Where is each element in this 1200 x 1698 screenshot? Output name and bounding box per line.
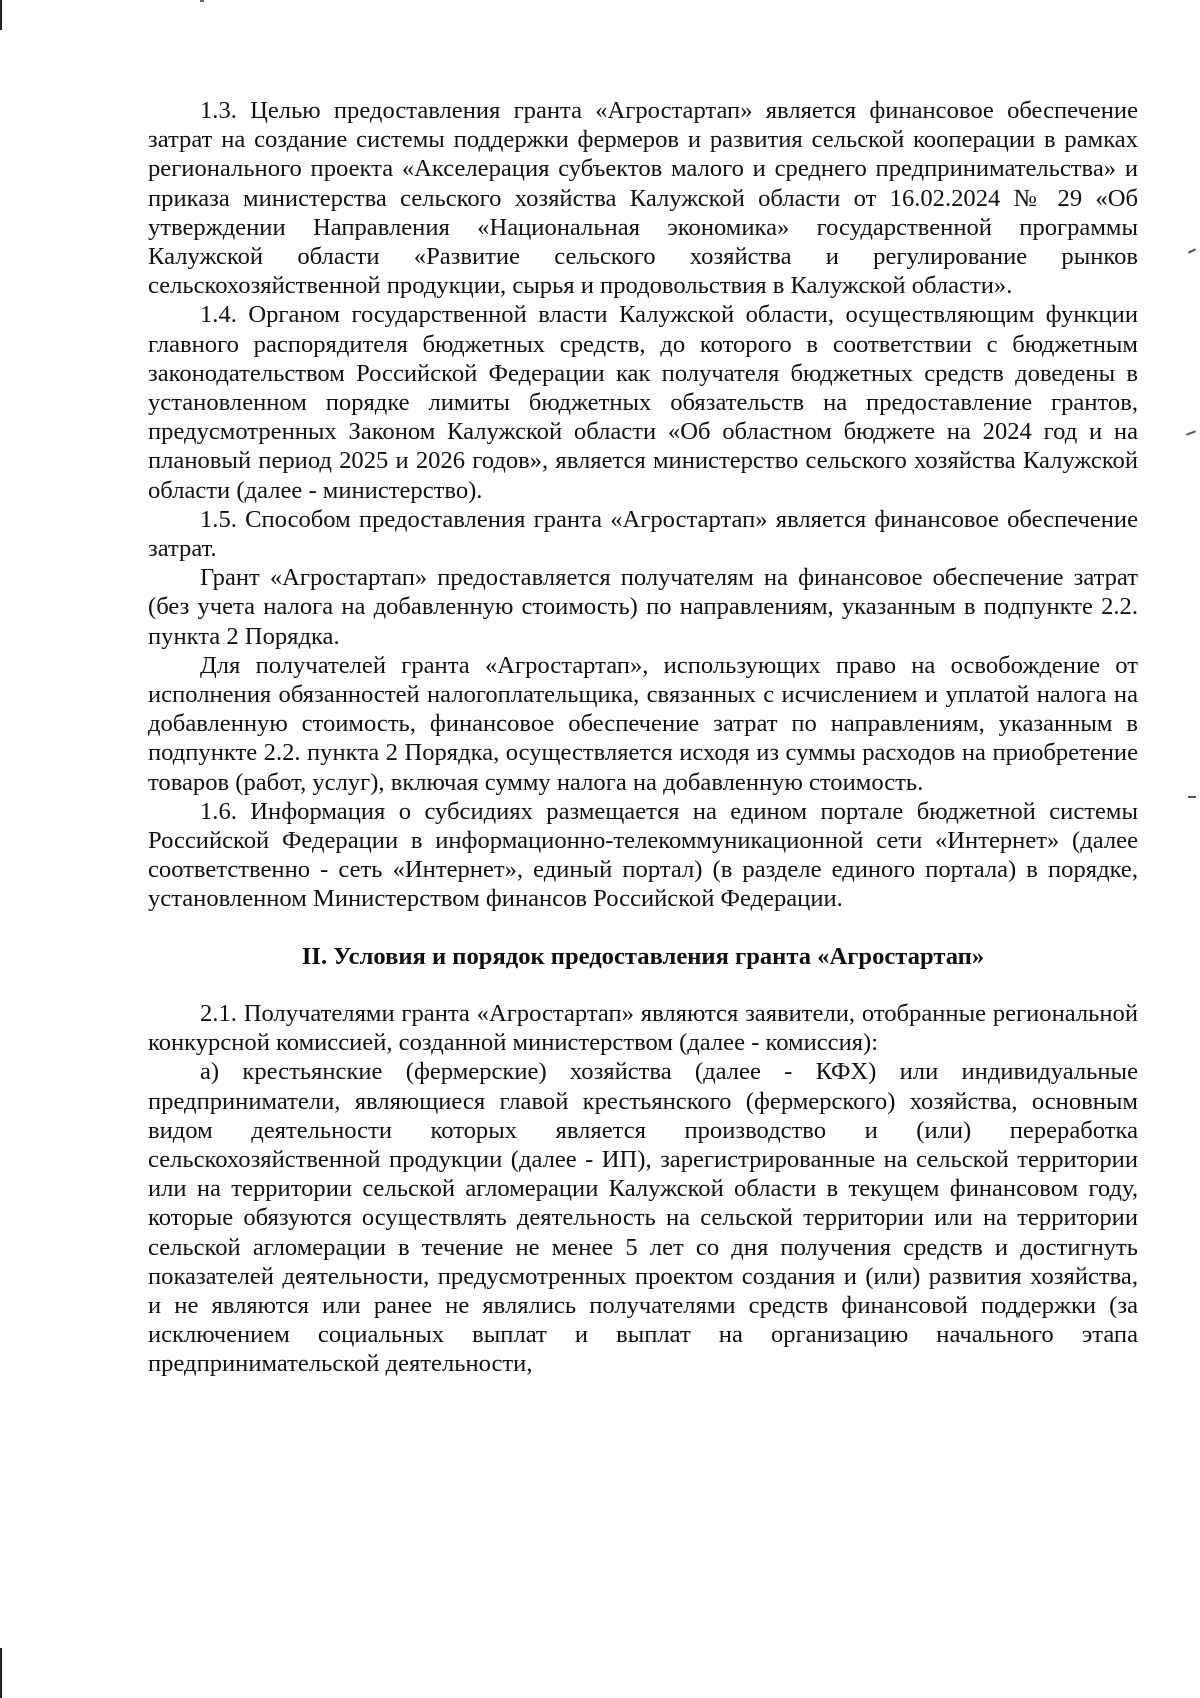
scan-edge-mark	[0, 0, 2, 30]
paragraph-2-1: 2.1. Получателями гранта «Агростартап» являются заявители, отобранные региональной конкурсной комиссией, созданной министерством (далее - комиссия):	[148, 999, 1138, 1057]
scan-edge-mark	[0, 1648, 2, 1698]
paragraph-2-1-a: а) крестьянские (фермерские) хозяйства (далее - КФХ) или индивидуальные предприниматели, являющиеся главой крестьянского (фермерского) хозяйства, основным видом деятельности которых является производство и (или) переработка сельскохозяйственной продукции (далее - ИП), зарегистрированные на сельской территории или на территории сельской агломерации Калужской области в текущем финансовом году, которые обязуются осуществлять деятельность на сельской территории или на территории сельской агломерации в течение не менее 5 лет со дня получения средств и достигнуть показателей деятельности, предусмотренных проектом создания и (или) развития хозяйства, и не являются или ранее не являлись получателями средств финансовой поддержки (за исключением социальных выплат и выплат на организацию начального этапа предпринимательской деятельности,	[148, 1058, 1138, 1378]
document-body	[148, 96, 1138, 1379]
scan-margin-mark	[1188, 796, 1196, 798]
section-heading: II. Условия и порядок предоставления гранта «Агростартап»	[301, 942, 985, 970]
paragraph-1-6: 1.6. Информация о субсидиях размещается на едином портале бюджетной системы Российской Федерации в информационно-телекоммуникационной сети «Интернет» (далее соответственно - сеть «Интернет», единый портал) (в разделе единого портала) в порядке, установленном Министерством финансов Российской Федерации.	[148, 797, 1138, 913]
paragraph-grant-costs: Грант «Агростартап» предоставляется получателям на финансовое обеспечение затрат (без учета налога на добавленную стоимость) по направлениям, указанным в подпункте 2.2. пункта 2 Порядка.	[148, 564, 1138, 650]
scan-margin-mark	[1186, 430, 1196, 435]
scan-margin-mark	[1188, 248, 1196, 253]
paragraph-1-4: 1.4. Органом государственной власти Калужской области, осуществляющим функции главного распорядителя бюджетных средств, до которого в соответствии с бюджетным законодательством Российской Федерации как получателя бюджетных средств доведены в установленном порядке лимиты бюджетных обязательств на предоставление грантов, предусмотренных Законом Калужской области «Об областном бюджете на 2024 год и на плановый период 2025 и 2026 годов», является министерство сельского хозяйства Калужской области (далее - министерство).	[148, 301, 1138, 504]
paragraph-1-3: 1.3. Целью предоставления гранта «Агростартап» является финансовое обеспечение затрат на создание системы поддержки фермеров и развития сельской кооперации в рамках регионального проекта «Акселерация субъектов малого и среднего предпринимательства» и приказа министерства сельского хозяйства Калужской области от 16.02.2024 № 29 «Об утверждении Направления «Национальная экономика» государственной программы Калужской области «Развитие сельского хозяйства и регулирование рынков сельскохозяйственной продукции, сырья и продовольствия в Калужской области».	[148, 97, 1138, 300]
paragraph-1-5: 1.5. Способом предоставления гранта «Агростартап» является финансовое обеспечение затрат.	[148, 505, 1138, 563]
scan-edge-mark	[200, 0, 204, 2]
paragraph-vat-exemption: Для получателей гранта «Агростартап», использующих право на освобождение от исполнения обязанностей налогоплательщика, связанных с исчислением и уплатой налога на добавленную стоимость, финансовое обеспечение затрат по направлениям, указанным в подпункте 2.2. пункта 2 Порядка, осуществляется исходя из суммы расходов на приобретение товаров (работ, услуг), включая сумму налога на добавленную стоимость.	[148, 651, 1138, 796]
